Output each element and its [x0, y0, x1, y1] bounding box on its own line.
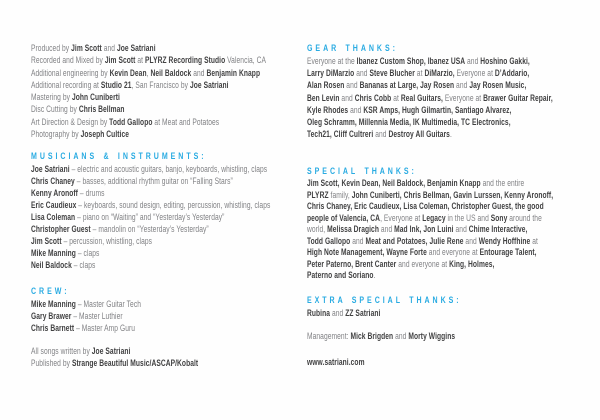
credit-line: High Note Management, Wayne Forte and everyone at Entourage Talent, [307, 247, 537, 258]
credit-line: Jim Scott, Kevin Dean, Neil Baldock, Benjamin Knapp and the entire [307, 178, 525, 189]
crew-heading: CREW: [31, 286, 70, 298]
credit-line: Chris Chaney, Eric Caudieux, Lisa Coleman, Christopher Guest, the good [307, 201, 544, 212]
musicians-section [31, 163, 320, 271]
right-column [307, 43, 596, 368]
special-thanks-heading: SPECIAL THANKS: [307, 166, 417, 178]
credit-line: Art Direction & Design by Todd Gallopo at Meat and Potatoes [31, 116, 220, 127]
credit-line: Gary Brawer – Master Luthier [31, 311, 123, 322]
credit-line: Larry DiMarzio and Steve Blucher at DiMarzio, Everyone at D’Addario, [307, 68, 530, 79]
gear-thanks-section [307, 55, 596, 140]
credit-line: Kyle Rhodes and KSR Amps, Hugh Gilmartin, Santiago Alvarez, [307, 104, 512, 115]
credit-line: Recorded and Mixed by Jim Scott at PLYRZ Recording Studio Valencia, CA [31, 55, 267, 66]
credit-line: Everyone at the Ibanez Custom Shop, Ibanez USA and Hoshino Gakki, [307, 56, 530, 66]
credit-line: PLYRZ family, John Cuniberti, Chris Bellman, Gavin Lurssen, Kenny Aronoff, [307, 189, 554, 200]
credit-line: Additional recording at Studio 21, San Francisco by Joe Satriani [31, 79, 229, 90]
credit-line: Neil Baldock – claps [31, 260, 96, 271]
credit-line: Oleg Schramm, Millennia Media, IK Multimedia, TC Electronics, [307, 117, 511, 128]
credit-line: Tech21, Cliff Cultreri and Destroy All Guitars. [307, 129, 452, 140]
credit-line: Mike Manning – Master Guitar Tech [31, 299, 142, 310]
credit-line: Chris Chaney – basses, additional rhythm guitar on “Falling Stars” [31, 176, 233, 187]
extra-special-thanks-heading: EXTRA SPECIAL THANKS: [307, 294, 462, 306]
credit-line: Additional engineering by Kevin Dean, Neil Baldock and Benjamin Knapp [31, 67, 261, 78]
credit-line: All songs written by Joe Satriani [31, 346, 131, 357]
credit-line: Chris Barnett – Master Amp Guru [31, 323, 136, 334]
special-thanks-section [307, 178, 596, 282]
left-column [31, 42, 320, 369]
crew-section [31, 298, 320, 334]
credit-line: www.satriani.com [307, 356, 365, 367]
credit-line: Eric Caudieux – keyboards, sound design, editing, percussion, whistling, claps [31, 200, 271, 211]
credit-line: Lisa Coleman – piano on “Waiting” and “Yesterday’s Yesterday” [31, 212, 225, 223]
musicians-heading: MUSICIANS & INSTRUMENTS: [31, 151, 207, 163]
credit-line: Alan Rosen and Bananas at Large, Jay Rosen and Jay Rosen Music, [307, 80, 527, 91]
credit-line: Peter Paterno, Brent Canter and everyone at King, Holmes, [307, 258, 495, 269]
credit-line: Published by Strange Beautiful Music/ASCAP/Kobalt [31, 358, 199, 369]
credit-line: Rubina and ZZ Satriani [307, 307, 381, 318]
credit-line: Mastering by John Cuniberti [31, 92, 120, 103]
credit-line: world, Melissa Dragich and Mad Ink, Jon Luini and Chime Interactive, [307, 224, 528, 235]
website-section [307, 356, 596, 368]
credit-line: Todd Gallopo and Meat and Potatoes, Julie Rene and Wendy Hoffhine at [307, 235, 538, 246]
publishing-section [31, 345, 320, 369]
credit-line: Ben Levin and Chris Cobb at Real Guitars, Everyone at Brawer Guitar Repair, [307, 92, 553, 103]
credit-line: Paterno and Soriano. [307, 270, 376, 281]
gear-thanks-heading: GEAR THANKS: [307, 43, 398, 54]
credit-line: Photography by Joseph Cultice [31, 129, 130, 140]
credit-line: Management: Mick Brigden and Morty Wiggins [307, 330, 456, 341]
credit-line: Produced by Jim Scott and Joe Satriani [31, 43, 156, 53]
credit-line: Disc Cutting by Chris Bellman [31, 104, 125, 115]
credit-line: Mike Manning – claps [31, 248, 100, 259]
management-section [307, 330, 596, 342]
credit-line: Jim Scott – percussion, whistling, claps [31, 236, 153, 247]
credit-line: Kenny Aronoff – drums [31, 188, 105, 199]
credit-line: Joe Satriani – electric and acoustic guitars, banjo, keyboards, whistling, claps [31, 164, 268, 175]
production-credits-section [31, 42, 320, 140]
extra-special-thanks-section [307, 307, 596, 319]
credit-line: Christopher Guest – mandolin on “Yesterday’s Yesterday” [31, 224, 209, 235]
credit-line: people of Valencia, CA, Everyone at Legacy in the US and Sony around the [307, 212, 542, 223]
